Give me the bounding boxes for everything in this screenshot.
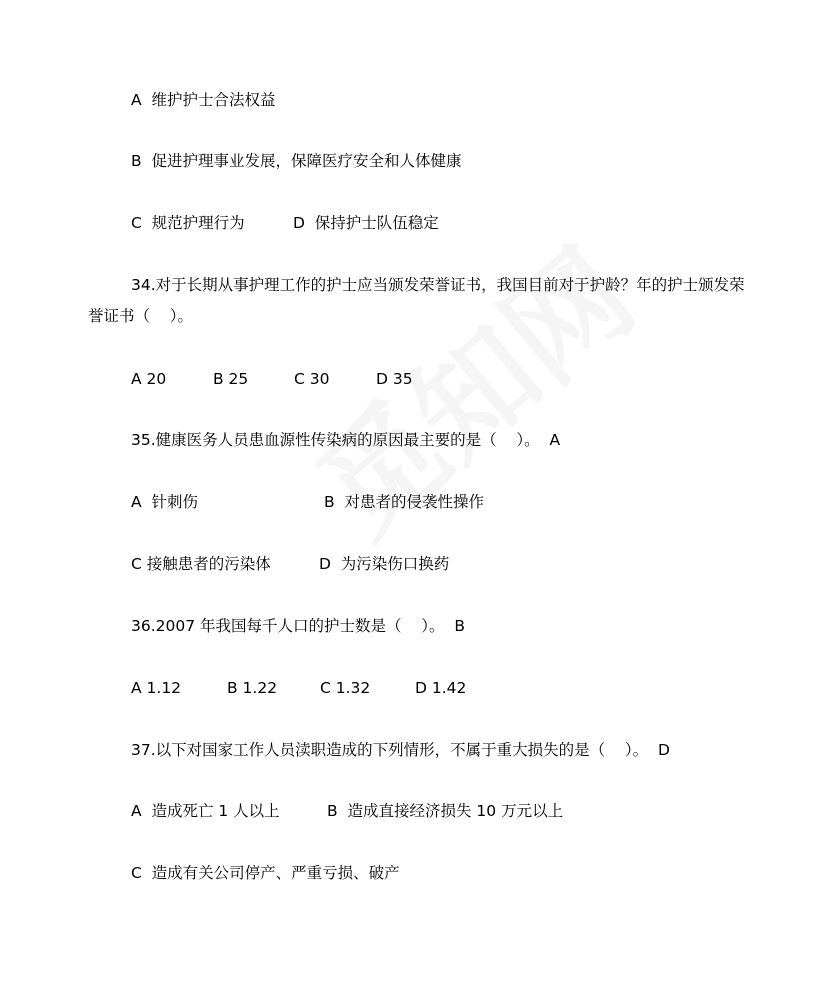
q37-stem: 37.以下对国家工作人员渎职造成的下列情形，不属于重大损失的是（ ）。 D bbox=[131, 741, 670, 759]
q35-option-c: C 接触患者的污染体 bbox=[131, 555, 271, 573]
q37-option-c: C 造成有关公司停产、严重亏损、破产 bbox=[131, 864, 400, 882]
q36-stem: 36.2007 年我国每千人口的护士数是（ ）。 B bbox=[131, 617, 465, 635]
q34-stem-line1: 34.对于长期从事护理工作的护士应当颁发荣誉证书，我国目前对于护龄？年的护士颁发荣 bbox=[131, 276, 745, 294]
q33-option-d: D 保持护士队伍稳定 bbox=[293, 214, 439, 232]
q33-option-a: A 维护护士合法权益 bbox=[131, 91, 276, 109]
q36-option-b: B 1.22 bbox=[227, 679, 278, 697]
q35-stem: 35.健康医务人员患血源性传染病的原因最主要的是（ ）。 A bbox=[131, 431, 561, 449]
q34-stem-line2: 誉证书（ ）。 bbox=[88, 307, 193, 325]
q36-option-d: D 1.42 bbox=[415, 679, 467, 697]
q33-option-c: C 规范护理行为 bbox=[131, 214, 245, 232]
q34-option-a: A 20 bbox=[131, 370, 167, 388]
q34-option-c: C 30 bbox=[294, 370, 330, 388]
q35-option-b: B 对患者的侵袭性操作 bbox=[324, 493, 484, 511]
q33-option-b: B 促进护理事业发展，保障医疗安全和人体健康 bbox=[131, 152, 462, 170]
q36-option-a: A 1.12 bbox=[131, 679, 182, 697]
q37-option-a: A 造成死亡 1 人以上 bbox=[131, 802, 280, 820]
q36-option-c: C 1.32 bbox=[320, 679, 371, 697]
q35-option-d: D 为污染伤口换药 bbox=[319, 555, 450, 573]
q34-option-d: D 35 bbox=[376, 370, 413, 388]
q34-option-b: B 25 bbox=[213, 370, 249, 388]
watermark bbox=[277, 204, 663, 567]
q37-option-b: B 造成直接经济损失 10 万元以上 bbox=[327, 802, 564, 820]
q35-option-a: A 针刺伤 bbox=[131, 493, 198, 511]
